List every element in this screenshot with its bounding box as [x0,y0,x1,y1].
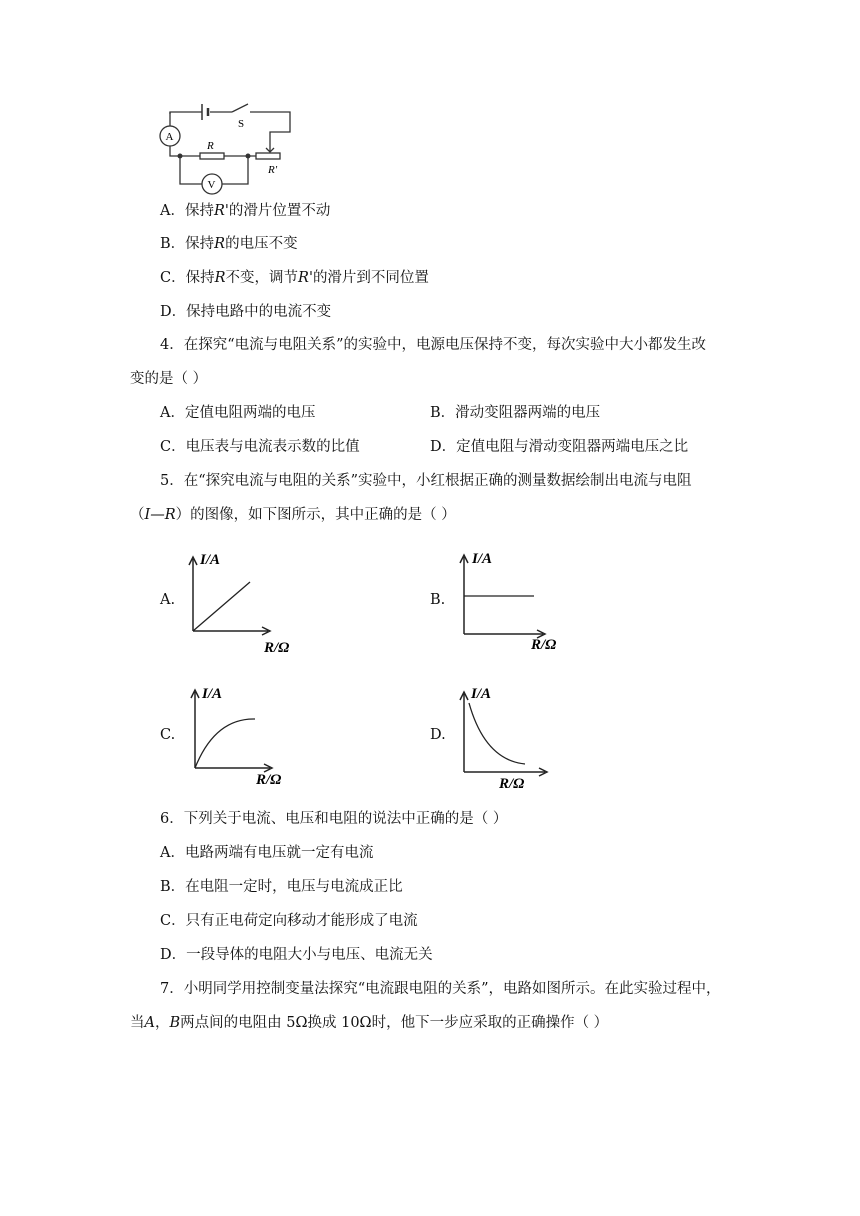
circuit-label-s: S [238,118,245,130]
q7-stem-line2: 当A，B两点间的电阻由 5Ω换成 10Ω时，他下一步应采取的正确操作（ ） [130,1015,609,1031]
q3-option-d: D．保持电路中的电流不变 [160,304,332,320]
q5-option-d-label: D. [430,727,446,743]
circuit-label-rp: R' [268,164,278,176]
q5-option-b-label: B. [430,592,446,608]
graph-a-y-label: I/A [200,552,221,568]
q5-stem-line2: （I—R）的图像，如下图所示，其中正确的是（ ） [130,507,456,523]
q6-option-b: B．在电阻一定时，电压与电流成正比 [160,879,403,895]
q5-stem-line1: 5．在“探究电流与电阻的关系”实验中，小红根据正确的测量数据绘制出电流与电阻 [160,473,692,489]
graph-c-x-label: R/Ω [256,772,282,788]
graph-b-y-label: I/A [472,551,493,567]
q3-option-b: B．保持R的电压不变 [160,236,298,252]
circuit-label-a: A [165,131,174,143]
q4-stem-line1: 4．在探究“电流与电阻关系”的实验中，电源电压保持不变，每次实验中大小都发生改 [160,337,707,353]
graph-d [452,682,572,792]
circuit-label-v: V [207,179,216,191]
graph-a [180,545,300,655]
q3-option-c: C．保持R不变，调节R'的滑片到不同位置 [160,270,429,286]
q6-option-d: D．一段导体的电阻大小与电压、电流无关 [160,947,433,963]
graph-b [452,545,572,655]
circuit-diagram [150,96,310,196]
q4-option-d: D．定值电阻与滑动变阻器两端电压之比 [430,439,689,455]
q4-option-c: C．电压表与电流表示数的比值 [160,439,360,455]
graph-b-x-label: R/Ω [531,637,557,653]
q6-stem: 6．下列关于电流、电压和电阻的说法中正确的是（ ） [160,811,508,827]
q5-option-a-label: A. [160,592,176,608]
circuit-label-r: R [207,140,214,152]
q4-stem-line2: 变的是（ ） [130,371,208,387]
graph-d-y-label: I/A [471,686,492,702]
q5-option-c-label: C. [160,727,176,743]
graph-c-y-label: I/A [202,686,223,702]
q6-option-c: C．只有正电荷定向移动才能形成了电流 [160,913,418,929]
q4-option-a: A．定值电阻两端的电压 [160,405,316,421]
q7-stem-line1: 7．小明同学用控制变量法探究“电流跟电阻的关系”，电路如图所示。在此实验过程中， [160,981,721,997]
graph-d-x-label: R/Ω [499,776,525,792]
graph-c [182,680,302,790]
q4-option-b: B．滑动变阻器两端的电压 [430,405,601,421]
q6-option-a: A．电路两端有电压就一定有电流 [160,845,374,861]
q3-option-a: A．保持R'的滑片位置不动 [160,203,331,219]
graph-a-x-label: R/Ω [264,640,290,655]
